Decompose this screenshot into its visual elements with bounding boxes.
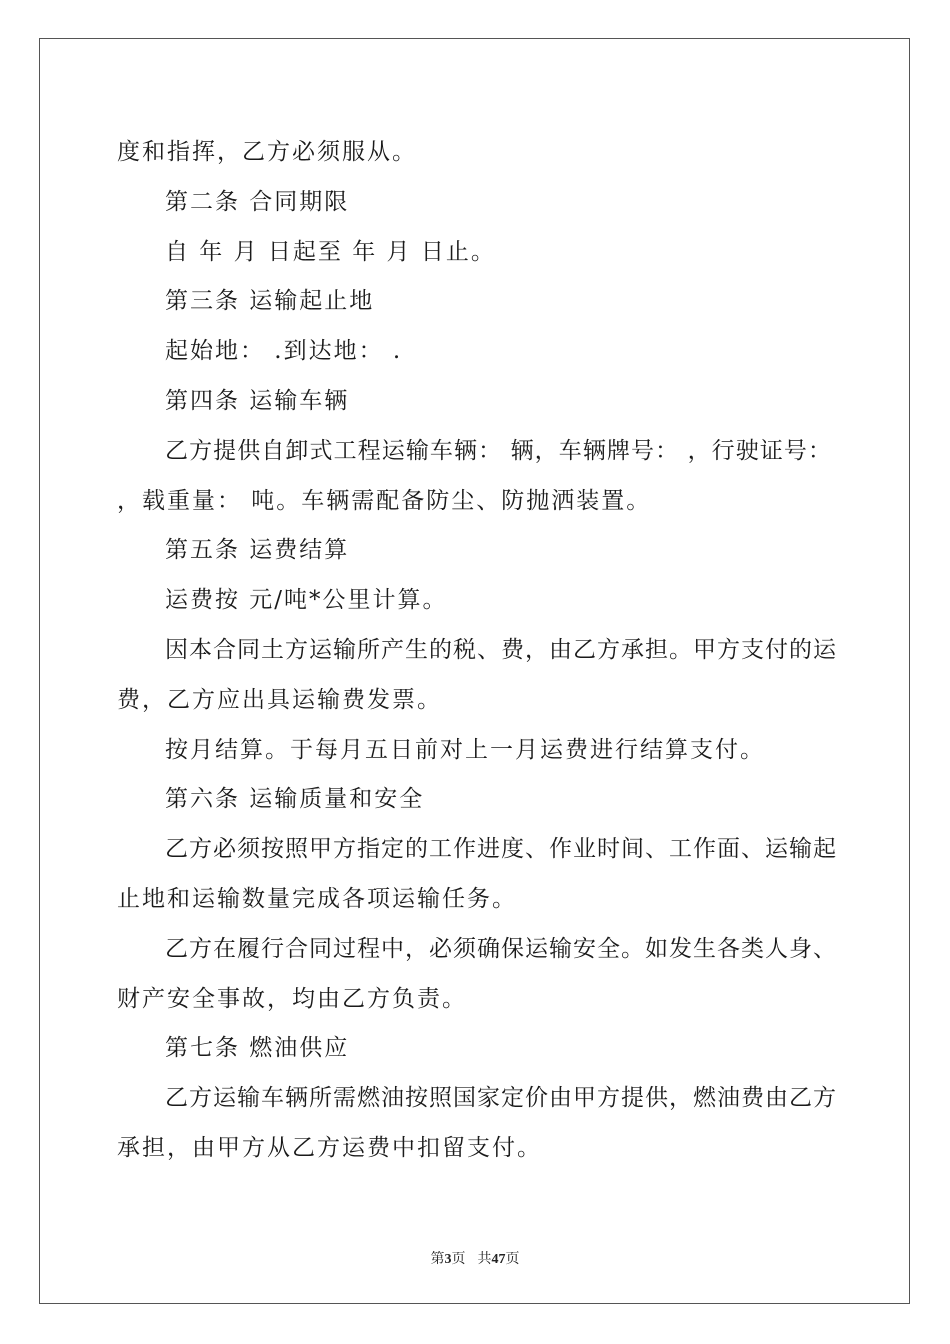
paragraph-line: 乙方必须按照甲方指定的工作进度、作业时间、工作面、运输起 — [165, 836, 837, 863]
paragraph-line: 按月结算。于每月五日前对上一月运费进行结算支付。 — [165, 736, 765, 763]
paragraph-line: 乙方提供自卸式工程运输车辆： 辆，车辆牌号： ，行驶证号： — [165, 437, 832, 464]
page-number: 3 — [444, 1252, 452, 1267]
page-suffix: 页 — [451, 1252, 466, 1267]
article-heading-vehicles: 第四条 运输车辆 — [165, 387, 350, 414]
paragraph-line: ，载重量： 吨。车辆需配备防尘、防抛洒装置。 — [117, 487, 652, 514]
paragraph-line: 自 年 月 日起至 年 月 日止。 — [165, 238, 496, 265]
article-heading-quality-safety: 第六条 运输质量和安全 — [165, 786, 425, 813]
paragraph-line: 财产安全事故，均由乙方负责。 — [117, 985, 467, 1012]
total-prefix: 共 — [477, 1252, 492, 1267]
paragraph-line: 运费按 元/吨*公里计算。 — [165, 587, 448, 614]
article-heading-term: 第二条 合同期限 — [165, 188, 350, 215]
article-heading-freight: 第五条 运费结算 — [165, 537, 350, 564]
document-body — [117, 128, 837, 1174]
paragraph-line: 度和指挥，乙方必须服从。 — [117, 139, 417, 165]
article-heading-route: 第三条 运输起止地 — [165, 288, 375, 315]
paragraph-line: 因本合同土方运输所产生的税、费，由乙方承担。甲方支付的运 — [165, 636, 837, 663]
paragraph-line: 乙方运输车辆所需燃油按照国家定价由甲方提供，燃油费由乙方 — [165, 1085, 837, 1112]
total-suffix: 页 — [505, 1252, 520, 1267]
total-pages: 47 — [491, 1252, 506, 1267]
paragraph-line: 起始地： .到达地： . — [165, 338, 403, 365]
paragraph-line: 止地和运输数量完成各项运输任务。 — [117, 885, 517, 912]
paragraph-line: 费，乙方应出具运输费发票。 — [117, 686, 442, 713]
page-footer — [0, 1248, 950, 1268]
paragraph-line: 承担，由甲方从乙方运费中扣留支付。 — [117, 1134, 542, 1161]
paragraph-line: 乙方在履行合同过程中，必须确保运输安全。如发生各类人身、 — [165, 935, 837, 962]
article-heading-fuel: 第七条 燃油供应 — [165, 1035, 350, 1062]
page-prefix: 第 — [430, 1252, 445, 1267]
